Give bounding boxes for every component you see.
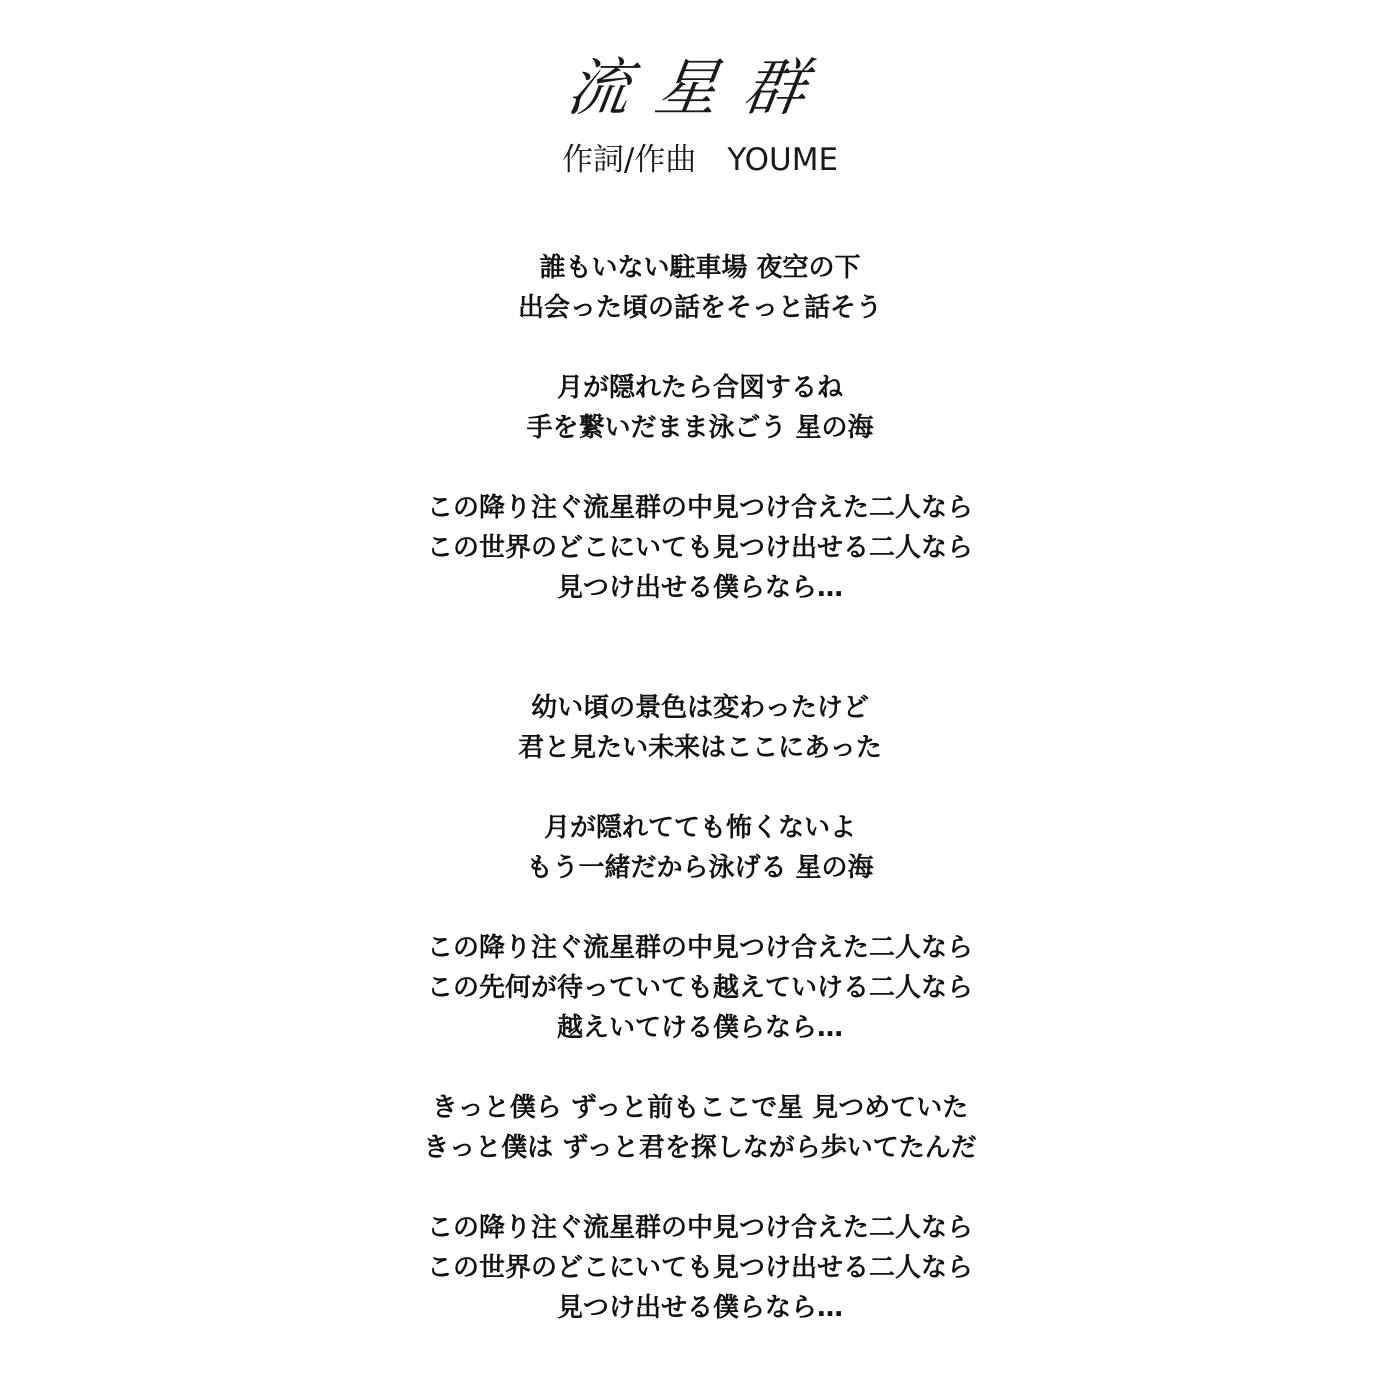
song-title: 流星群: [562, 51, 838, 124]
lyric-line: この世界のどこにいても見つけ出せる二人なら: [426, 533, 973, 563]
lyrics-body: [0, 248, 1400, 1368]
lyric-line: 越えいてける僕らなら…: [556, 1013, 843, 1043]
lyric-line: 見つけ出せる僕らなら…: [556, 573, 843, 603]
lyric-line: この降り注ぐ流星群の中見つけ合えた二人なら: [426, 493, 973, 523]
lyric-line: 幼い頃の景色は変わったけど: [531, 693, 869, 723]
lyric-line: この先何が待っていても越えていける二人なら: [426, 973, 973, 1003]
lyric-line: この降り注ぐ流星群の中見つけ合えた二人なら: [426, 933, 973, 963]
lyric-line: きっと僕は ずっと君を探しながら歩いてたんだ: [423, 1133, 977, 1163]
lyric-line: 見つけ出せる僕らなら…: [556, 1293, 843, 1323]
lyric-line: 月が隠れたら合図するね: [556, 373, 843, 403]
lyric-line: 君と見たい未来はここにあった: [518, 733, 882, 763]
stanza-8: [0, 1208, 1400, 1328]
stanza-1: [0, 248, 1400, 328]
lyric-line: きっと僕ら ずっと前もここで星 見つめていた: [431, 1093, 969, 1123]
stanza-3: [0, 488, 1400, 608]
lyric-line: 出会った頃の話をそっと話そう: [517, 293, 882, 323]
song-credit: 作詞/作曲 YOUME: [561, 142, 839, 178]
stanza-7: [0, 1088, 1400, 1168]
stanza-6: [0, 928, 1400, 1048]
lyric-line: 月が隠れてても怖くないよ: [543, 813, 856, 843]
lyric-line: もう一緒だから泳げる 星の海: [526, 853, 874, 883]
stanza-4: [0, 688, 1400, 768]
stanza-2: [0, 368, 1400, 448]
lyric-line: 誰もいない駐車場 夜空の下: [539, 253, 861, 283]
lyric-line: 手を繋いだまま泳ごう 星の海: [526, 413, 874, 443]
lyric-line: この世界のどこにいても見つけ出せる二人なら: [426, 1253, 973, 1283]
stanza-5: [0, 808, 1400, 888]
lyric-line: この降り注ぐ流星群の中見つけ合えた二人なら: [426, 1213, 973, 1243]
